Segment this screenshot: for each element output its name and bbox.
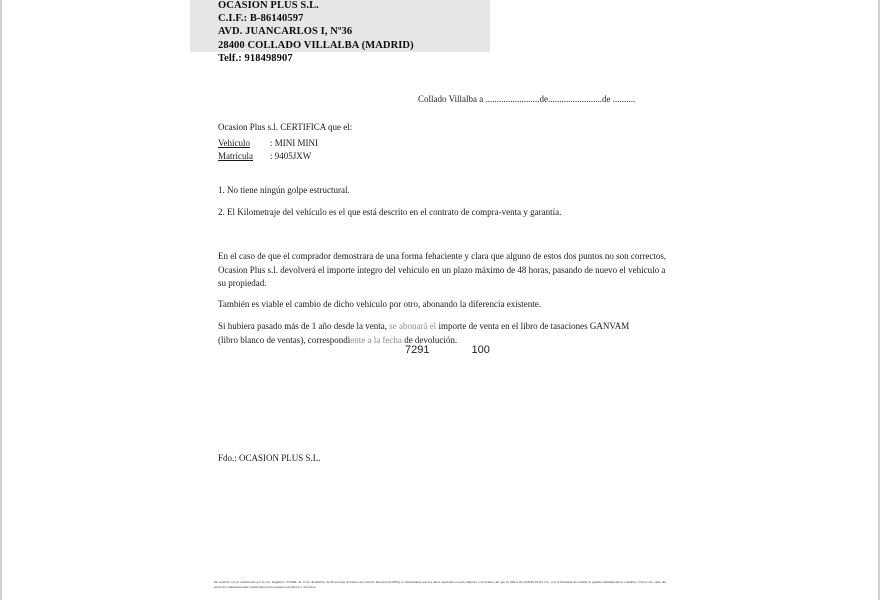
vehicle-value: : MINI MINI — [270, 138, 318, 148]
vehicle-model-row — [218, 137, 318, 150]
valuation-text-start: Si hubiera pasado más de 1 año desde la venta, — [218, 321, 390, 331]
valuation-paragraph — [218, 320, 648, 347]
vehicle-label: Vehículo — [218, 138, 250, 148]
exchange-paragraph: También es viable el cambio de dicho vehículo por otro, abonando la diferencia existente. — [218, 299, 542, 309]
refund-paragraph: En el caso de que el comprador demostrara de una forma fehaciente y clara que alguno de estos dos puntos no son correctos, Ocasion Plus s.l. devolverá el importe íntegro del vehículo en un plazo máximo de 48 horas, pasando de nuevo el vehículo a su propiedad. — [218, 251, 667, 288]
certification-point-2: 2. El Kilometraje del vehículo es el que está descrito en el contrato de compra-venta y garantía. — [218, 207, 562, 217]
vehicle-plate-row — [218, 150, 318, 163]
company-cif: C.I.F.: B-86140597 — [218, 13, 304, 25]
signature-line: Fdo.: OCASION PLUS S.L. — [218, 453, 321, 463]
page-left-edge — [0, 0, 2, 600]
handwritten-numbers — [405, 344, 490, 356]
plate-value: : 9405JXW — [270, 151, 312, 161]
letterhead-block — [218, 0, 518, 65]
valuation-text-faded-2: ente a la fecha — [350, 334, 402, 345]
company-phone: Telf.: 918498907 — [218, 52, 293, 64]
plate-label: Matrícula — [218, 151, 253, 161]
handwritten-number-1: 7291 — [405, 344, 430, 356]
legal-footer: De acuerdo con lo establecido por la Ley Orgánica 15/1999, de 13 de diciembre, de Protección de Datos de Carácter Personal (LOPD), le informamos que los datos aportados en este impreso a su fichero del que es titular OCASION PLUS S.L. con la finalidad de realizar la gestión administrativa, contable o fiscal, así como del envío de comunicaciones comerciales sobre nuestros productos y servicios. — [214, 580, 666, 589]
company-address: AVD. JUANCARLOS I, Nº36 — [218, 26, 353, 38]
handwritten-number-2: 100 — [471, 344, 490, 356]
vehicle-details — [218, 137, 318, 163]
company-city: 28400 COLLADO VILLALBA (MADRID) — [218, 39, 414, 51]
certification-intro: Ocasion Plus s.l. CERTIFICA que el: — [218, 122, 353, 132]
valuation-text-mid: importe de venta en el libro de tasaciones GANVAM (libro blanco de ventas), correspondi — [218, 321, 630, 345]
valuation-text-end: de devolución. — [401, 334, 458, 345]
place-and-date-line: Collado Villalba a ........................de........................de .......... — [418, 94, 636, 104]
valuation-text-faded-1: se abonará el — [389, 321, 437, 331]
company-name: OCASION PLUS S.L. — [218, 0, 319, 11]
certification-point-1: 1. No tiene ningún golpe estructural. — [218, 185, 350, 195]
